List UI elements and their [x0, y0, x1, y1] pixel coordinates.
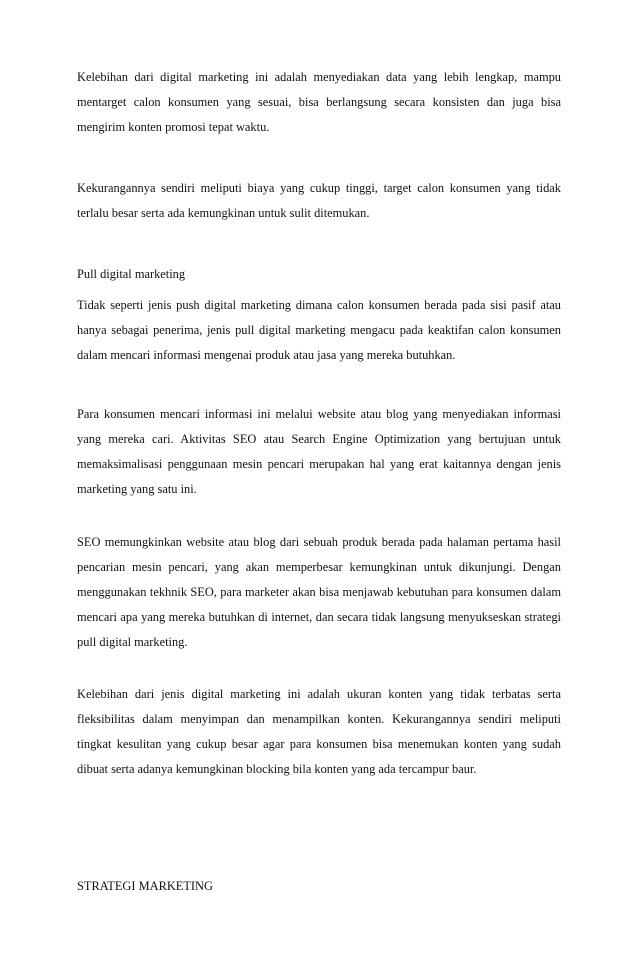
paragraph-pull-advantages-disadvantages: Kelebihan dari jenis digital marketing ini adalah ukuran konten yang tidak terbatas serta fleksibilitas dalam menyimpan dan menampilkan konten. Kekurangannya sendiri meliputi tingkat kesulitan yang cukup besar agar para konsumen bisa menemukan konten yang sudah dibuat serta adanya kemungkinan blocking bila konten yang ada tercampur baur.	[77, 687, 561, 776]
paragraph-seo-benefits: SEO memungkinkan website atau blog dari sebuah produk berada pada halaman pertama hasil pencarian mesin pencari, yang akan memperbesar kemungkinan untuk dikunjungi. Dengan menggunakan tekhnik SEO, para marketer akan bisa menjawab kebutuhan para konsumen dalam mencari apa yang mereka butuhkan di internet, dan secara tidak langsung menyukseskan strategi pull digital marketing.	[77, 535, 561, 649]
paragraph-seo-activity: Para konsumen mencari informasi ini melalui website atau blog yang menyediakan informasi yang mereka cari. Aktivitas SEO atau Search Engine Optimization yang bertujuan untuk memaksimalisasi penggunaan mesin pencari merupakan hal yang erat kaitannya dengan jenis marketing yang satu ini.	[77, 407, 561, 496]
paragraph-digital-marketing-advantages: Kelebihan dari digital marketing ini adalah menyediakan data yang lebih lengkap, mampu mentarget calon konsumen yang sesuai, bisa berlangsung secara konsisten dan juga bisa mengirim konten promosi tepat waktu.	[77, 70, 561, 134]
paragraph-digital-marketing-disadvantages: Kekurangannya sendiri meliputi biaya yang cukup tinggi, target calon konsumen yang tidak terlalu besar serta ada kemungkinan untuk sulit ditemukan.	[77, 181, 561, 220]
heading-pull-digital-marketing: Pull digital marketing	[77, 267, 186, 281]
heading-strategi-marketing: STRATEGI MARKETING	[77, 879, 213, 893]
paragraph-pull-definition: Tidak seperti jenis push digital marketing dimana calon konsumen berada pada sisi pasif atau hanya sebagai penerima, jenis pull digital marketing mengacu pada keaktifan calon konsumen dalam mencari informasi mengenai produk atau jasa yang mereka butuhkan.	[77, 298, 561, 362]
